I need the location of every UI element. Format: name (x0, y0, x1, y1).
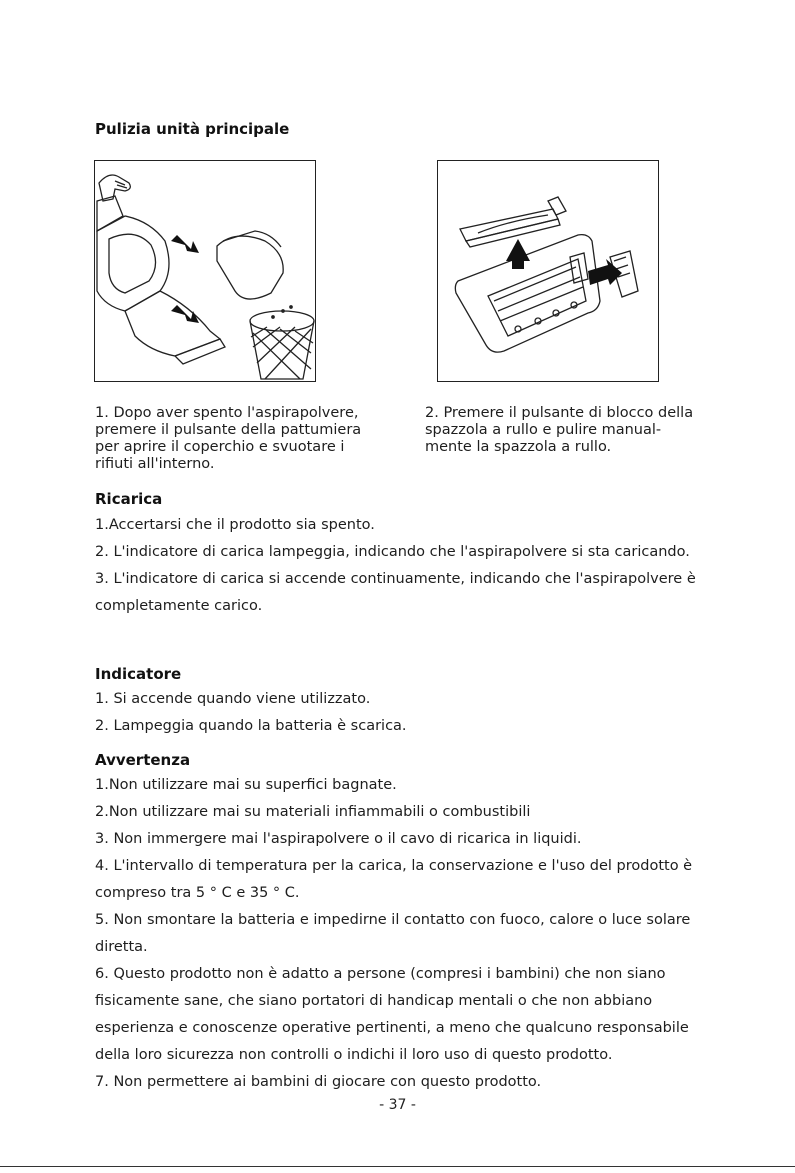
ricarica-line: completamente carico. (95, 598, 263, 614)
avvertenza-line: esperienza e conoscenze operative pertinenti, a meno che qualcuno responsabile (95, 1020, 689, 1036)
avvertenza-line: 3. Non immergere mai l'aspirapolvere o il cavo di ricarica in liquidi. (95, 831, 582, 847)
caption-2-line: mente la spazzola a rullo. (425, 439, 612, 455)
caption-1-line: 1. Dopo aver spento l'aspirapolvere, (95, 405, 359, 421)
avvertenza-line: compreso tra 5 ° C e 35 ° C. (95, 885, 300, 901)
figure-dustbin (94, 160, 316, 382)
avvertenza-line: 6. Questo prodotto non è adatto a persone (compresi i bambini) che non siano (95, 966, 666, 982)
avvertenza-line: 5. Non smontare la batteria e impedirne il contatto con fuoco, calore o luce solare (95, 912, 691, 928)
section-title-ricarica: Ricarica (95, 490, 163, 508)
avvertenza-line: 2.Non utilizzare mai su materiali infiammabili o combustibili (95, 804, 531, 820)
caption-2-line: spazzola a rullo e pulire manual- (425, 422, 662, 438)
page-number: - 37 - (379, 1097, 416, 1113)
indicatore-body (95, 686, 407, 740)
avvertenza-body (95, 772, 692, 1096)
section-title-pulizia: Pulizia unità principale (95, 120, 290, 138)
avvertenza-line: 7. Non permettere ai bambini di giocare con questo prodotto. (95, 1074, 542, 1090)
ricarica-line: 3. L'indicatore di carica si accende continuamente, indicando che l'aspirapolvere è (95, 571, 696, 587)
section-title-indicatore: Indicatore (95, 665, 182, 683)
avvertenza-line: fisicamente sane, che siano portatori di handicap mentali o che non abbiano (95, 993, 653, 1009)
avvertenza-line: 1.Non utilizzare mai su superfici bagnate. (95, 777, 397, 793)
ricarica-body (95, 512, 696, 620)
section-title-avvertenza: Avvertenza (95, 751, 191, 769)
caption-step-1 (95, 405, 361, 473)
avvertenza-line: 4. L'intervallo di temperatura per la carica, la conservazione e l'uso del prodotto è (95, 858, 693, 874)
caption-1-line: rifiuti all'interno. (95, 456, 215, 472)
caption-step-2 (425, 405, 693, 456)
ricarica-line: 1.Accertarsi che il prodotto sia spento. (95, 517, 375, 533)
figure-roller-brush (437, 160, 659, 382)
avvertenza-line: diretta. (95, 939, 148, 955)
caption-1-line: per aprire il coperchio e svuotare i (95, 439, 345, 455)
indicatore-line: 1. Si accende quando viene utilizzato. (95, 691, 371, 707)
caption-2-line: 2. Premere il pulsante di blocco della (425, 405, 694, 421)
roller-brush-illustration (438, 161, 658, 381)
vacuum-dustbin-illustration (95, 161, 315, 381)
ricarica-line: 2. L'indicatore di carica lampeggia, indicando che l'aspirapolvere si sta caricando. (95, 544, 690, 560)
avvertenza-line: della loro sicurezza non controlli o indichi il loro uso di questo prodotto. (95, 1047, 613, 1063)
indicatore-line: 2. Lampeggia quando la batteria è scarica. (95, 718, 407, 734)
caption-1-line: premere il pulsante della pattumiera (95, 422, 362, 438)
page-bottom-rule (0, 1166, 795, 1167)
